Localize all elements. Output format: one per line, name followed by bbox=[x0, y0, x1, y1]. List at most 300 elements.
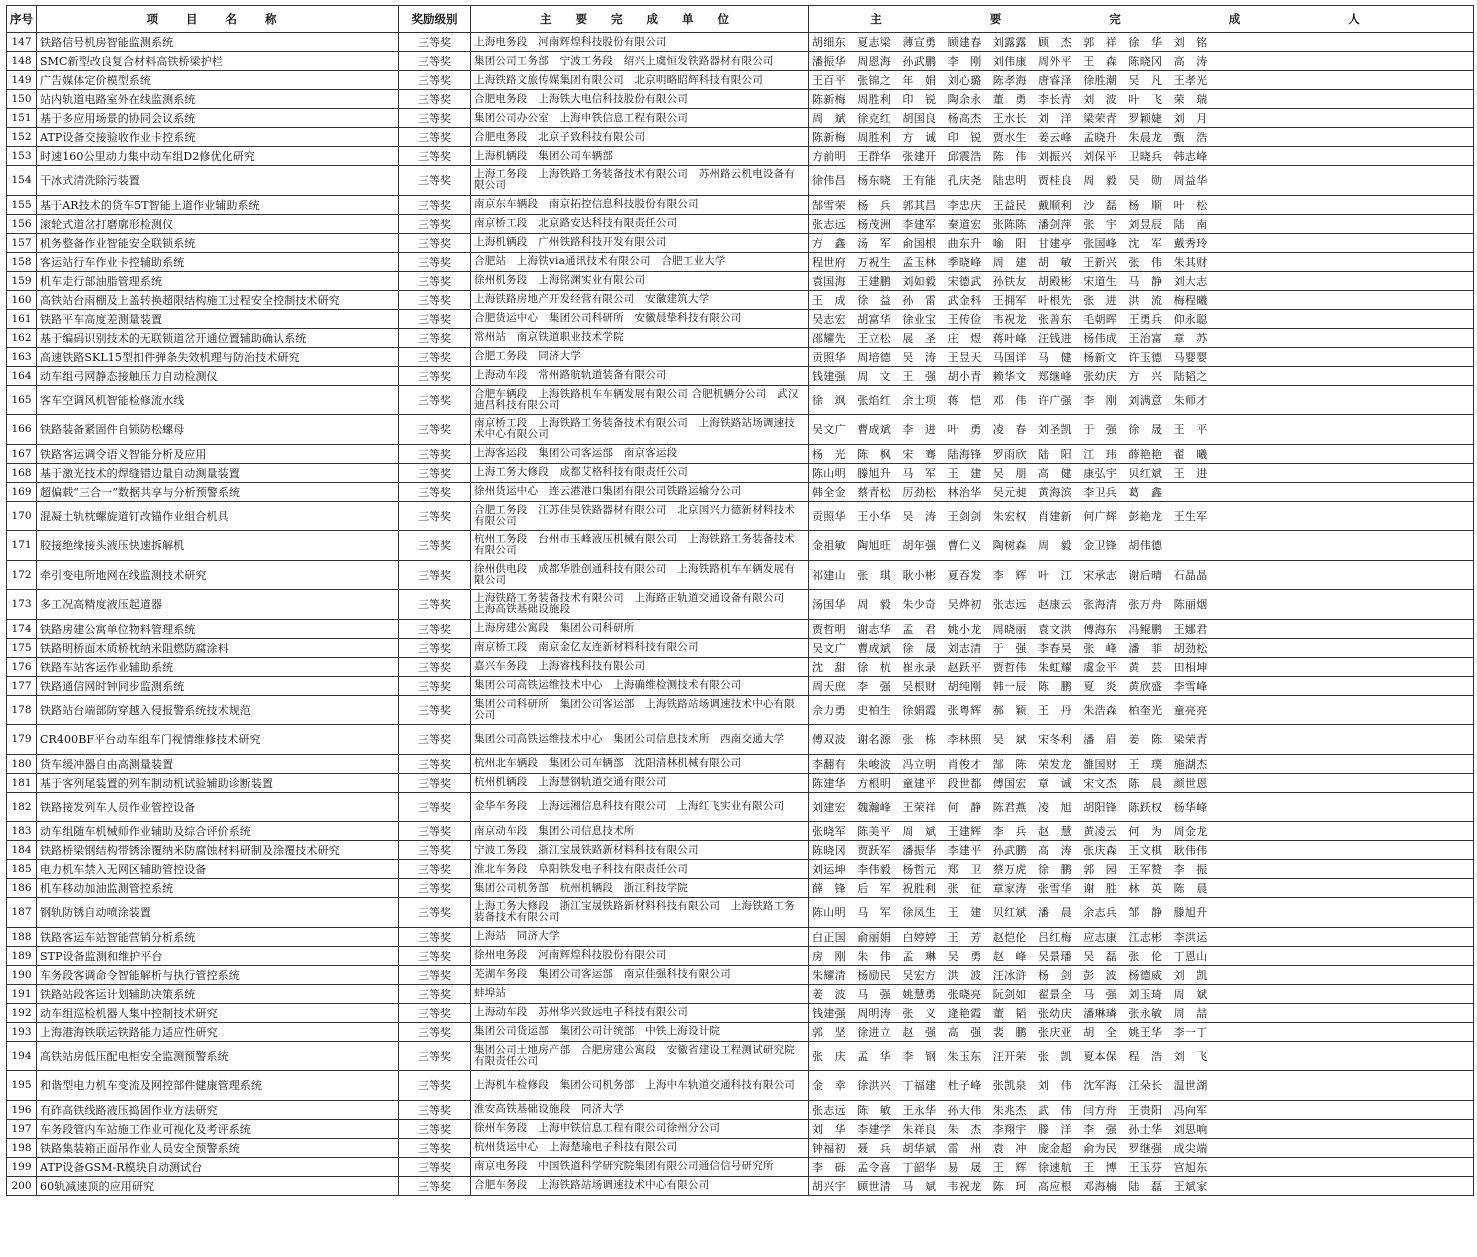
table-row bbox=[7, 965, 1474, 984]
row-main-units: 上海机辆段 广州铁路科技开发有限公司 bbox=[471, 233, 809, 252]
row-main-people: 刘 华 李建学 朱祥良 朱 杰 李翔宇 滕 洋 李 强 孙士华 刘思响 bbox=[809, 1119, 1474, 1138]
table-row bbox=[7, 366, 1474, 385]
row-index: 189 bbox=[7, 946, 37, 965]
table-row bbox=[7, 531, 1474, 561]
row-main-units: 上海电务段 河南辉煌科技股份有限公司 bbox=[471, 33, 809, 52]
table-row bbox=[7, 214, 1474, 233]
row-index: 198 bbox=[7, 1138, 37, 1157]
row-project-name: 超偏载“三合一”数据共享与分析预警系统 bbox=[37, 482, 399, 501]
header-index: 序号 bbox=[7, 6, 37, 33]
row-main-people: 郭 坚 徐进立 赵 强 高 强 裴 鹏 张庆亚 胡 全 姚王华 李一丁 bbox=[809, 1022, 1474, 1041]
row-award-level: 三等奖 bbox=[399, 385, 471, 415]
row-main-people: 吴文广 曹成斌 李 进 叶 勇 凌 春 刘圣凯 于 强 徐 晟 王 平 bbox=[809, 415, 1474, 445]
table-row bbox=[7, 71, 1474, 90]
row-project-name: 和谐型电力机车变流及网控部件健康管理系统 bbox=[37, 1071, 399, 1101]
row-index: 167 bbox=[7, 444, 37, 463]
row-main-units: 上海工务段 上海铁路工务装备技术有限公司 苏州路云机电设备有限公司 bbox=[471, 166, 809, 196]
awards-table bbox=[6, 5, 1474, 1196]
row-award-level: 三等奖 bbox=[399, 792, 471, 822]
row-project-name: 铁路车站客运作业辅助系统 bbox=[37, 657, 399, 676]
row-index: 195 bbox=[7, 1071, 37, 1101]
row-project-name: 铁路客运车站智能营销分析系统 bbox=[37, 927, 399, 946]
row-project-name: 货车缓冲器自由高测量装置 bbox=[37, 754, 399, 773]
row-main-people: 杨 光 陈 枫 宋 骞 陆海锋 罗雨欣 陆 阳 江 玮 薛艳艳 翟 曦 bbox=[809, 444, 1474, 463]
row-index: 152 bbox=[7, 128, 37, 147]
row-index: 171 bbox=[7, 531, 37, 561]
row-award-level: 三等奖 bbox=[399, 271, 471, 290]
table-row bbox=[7, 1100, 1474, 1119]
row-main-people: 王 成 徐 益 孙 雷 武金科 王拥军 叶根先 张 进 洪 流 梅程曦 bbox=[809, 290, 1474, 309]
row-index: 166 bbox=[7, 415, 37, 445]
table-row bbox=[7, 773, 1474, 792]
row-index: 160 bbox=[7, 290, 37, 309]
row-main-units: 上海铁路房地产开发经营有限公司 安徽建筑大学 bbox=[471, 290, 809, 309]
row-award-level: 三等奖 bbox=[399, 860, 471, 879]
row-project-name: 机车移动加油监测管控系统 bbox=[37, 879, 399, 898]
row-main-units: 徐州供电段 成都华胜创通科技有限公司 上海铁路机车车辆发展有限公司 bbox=[471, 560, 809, 590]
row-main-people: 贡照华 王小华 吴 涛 王剑剑 朱宏权 肖建新 何广辉 彭艳龙 王生军 bbox=[809, 501, 1474, 531]
row-index: 197 bbox=[7, 1119, 37, 1138]
row-index: 200 bbox=[7, 1176, 37, 1195]
row-award-level: 三等奖 bbox=[399, 233, 471, 252]
row-main-people: 陈山明 滕旭升 马 军 王 建 吴 朋 高 健 康弘宇 贝红斌 王 进 bbox=[809, 463, 1474, 482]
row-main-people: 方前明 王群华 张建开 邱震浩 陈 伟 刘振兴 刘保平 卫晓兵 韩志峰 bbox=[809, 147, 1474, 166]
table-row bbox=[7, 725, 1474, 755]
table-row bbox=[7, 754, 1474, 773]
row-main-units: 杭州北车辆段 集团公司车辆部 沈阳清林机械有限公司 bbox=[471, 754, 809, 773]
row-project-name: 铁路桥梁钢结构带锈涂覆纳米防腐蚀材料研制及涂覆技术研究 bbox=[37, 841, 399, 860]
row-index: 158 bbox=[7, 252, 37, 271]
row-award-level: 三等奖 bbox=[399, 695, 471, 725]
row-main-units: 徐州货运中心 连云港港口集团有限公司铁路运输分公司 bbox=[471, 482, 809, 501]
table-row bbox=[7, 860, 1474, 879]
row-main-people: 胡细东 夏志梁 薄宣勇 顾建春 刘露露 顾 杰 郭 祥 徐 华 刘 铭 bbox=[809, 33, 1474, 52]
table-row bbox=[7, 347, 1474, 366]
row-project-name: 铁路装备紧固件自锁防松螺母 bbox=[37, 415, 399, 445]
row-project-name: 60轨减速顶的应用研究 bbox=[37, 1176, 399, 1195]
row-index: 174 bbox=[7, 619, 37, 638]
row-main-people: 贾哲明 谢志华 孟 君 姚小龙 周晓丽 袁文洪 傅海东 冯鲲鹏 王娜君 bbox=[809, 619, 1474, 638]
row-project-name: 铁路通信网时钟同步监测系统 bbox=[37, 676, 399, 695]
row-main-units: 金华车务段 上海远湘信息科技有限公司 上海红飞实业有限公司 bbox=[471, 792, 809, 822]
row-main-people: 方 鑫 汤 军 俞国根 曲东升 喻 阳 甘建亭 张国峰 沈 军 戴秀玲 bbox=[809, 233, 1474, 252]
row-main-people: 胡兴宇 顾世清 马 斌 韦祝龙 陈 珂 高应根 邓海楠 陆 磊 王斌家 bbox=[809, 1176, 1474, 1195]
row-index: 168 bbox=[7, 463, 37, 482]
row-index: 148 bbox=[7, 52, 37, 71]
row-main-units: 上海铁路工务装备技术有限公司 上海路正轨道交通设备有限公司 上海高铁基础设施段 bbox=[471, 590, 809, 620]
row-award-level: 三等奖 bbox=[399, 1022, 471, 1041]
row-main-units: 上海铁路文旅传媒集团有限公司 北京明略昭辉科技有限公司 bbox=[471, 71, 809, 90]
row-main-units: 蚌埠站 bbox=[471, 984, 809, 1003]
row-project-name: 高铁站房低压配电柜安全监测预警系统 bbox=[37, 1041, 399, 1071]
row-main-people: 刘建宏 魏瀚峰 王荣祥 何 静 陈君燕 凌 旭 胡阳锋 陈跃权 杨华峰 bbox=[809, 792, 1474, 822]
table-row bbox=[7, 638, 1474, 657]
row-award-level: 三等奖 bbox=[399, 560, 471, 590]
row-project-name: 时速160公里动力集中动车组D2修优化研究 bbox=[37, 147, 399, 166]
row-main-units: 集团公司货运部 集团公司计统部 中铁上海设计院 bbox=[471, 1022, 809, 1041]
row-main-units: 南京动车段 集团公司信息技术所 bbox=[471, 822, 809, 841]
row-award-level: 三等奖 bbox=[399, 1071, 471, 1101]
row-main-people: 汤国华 周 毅 朱少奇 吴烨初 张志远 赵康云 张海清 张万舟 陈丽烟 bbox=[809, 590, 1474, 620]
row-project-name: STP设备监测和维护平台 bbox=[37, 946, 399, 965]
row-index: 154 bbox=[7, 166, 37, 196]
table-row bbox=[7, 879, 1474, 898]
table-row bbox=[7, 33, 1474, 52]
row-award-level: 三等奖 bbox=[399, 1041, 471, 1071]
row-project-name: 铁路接发列车人员作业管控设备 bbox=[37, 792, 399, 822]
row-award-level: 三等奖 bbox=[399, 482, 471, 501]
row-award-level: 三等奖 bbox=[399, 1003, 471, 1022]
row-index: 177 bbox=[7, 676, 37, 695]
row-main-people: 周天庶 李 强 吴根财 胡纯刚 韩一辰 陈 鹏 夏 炎 黄欣盛 李雪峰 bbox=[809, 676, 1474, 695]
row-main-units: 宁波工务段 浙江宝晟铁路新材料科技有限公司 bbox=[471, 841, 809, 860]
row-main-units: 上海房建公寓段 集团公司科研所 bbox=[471, 619, 809, 638]
row-project-name: 铁路站段客运计划辅助决策系统 bbox=[37, 984, 399, 1003]
table-row bbox=[7, 1157, 1474, 1176]
header-award-level: 奖励级别 bbox=[399, 6, 471, 33]
row-index: 182 bbox=[7, 792, 37, 822]
row-award-level: 三等奖 bbox=[399, 927, 471, 946]
row-project-name: 高铁站台雨棚及上盖转换超限结构施工过程安全控制技术研究 bbox=[37, 290, 399, 309]
row-project-name: 动车组巡检机器人集中控制技术研究 bbox=[37, 1003, 399, 1022]
row-project-name: 车务段管内车站施工作业可视化及考评系统 bbox=[37, 1119, 399, 1138]
row-main-people: 张 庆 孟 华 李 钢 朱玉东 汪开荣 张 凯 夏本保 程 浩 刘 飞 bbox=[809, 1041, 1474, 1071]
table-row bbox=[7, 1022, 1474, 1041]
row-award-level: 三等奖 bbox=[399, 501, 471, 531]
row-main-people: 袁国海 王建鹏 刘如毅 宋德武 孙铁友 胡殿彬 宋道生 马 静 刘大志 bbox=[809, 271, 1474, 290]
row-award-level: 三等奖 bbox=[399, 619, 471, 638]
row-main-people: 佘力勇 史柏生 徐娟霞 张粤辉 郝 颖 王 丹 朱浩森 柏奎光 童亮亮 bbox=[809, 695, 1474, 725]
table-row bbox=[7, 1041, 1474, 1071]
row-award-level: 三等奖 bbox=[399, 214, 471, 233]
row-main-units: 杭州货运中心 上海楚瑜电子科技有限公司 bbox=[471, 1138, 809, 1157]
row-project-name: SMC新型改良复合材料高铁桥梁护栏 bbox=[37, 52, 399, 71]
table-row bbox=[7, 290, 1474, 309]
row-main-units: 合肥站 上海铁via通讯技术有限公司 合肥工业大学 bbox=[471, 252, 809, 271]
header-project-name: 项 目 名 称 bbox=[37, 6, 399, 33]
table-row bbox=[7, 415, 1474, 445]
row-main-people: 陈晓冈 贾跃军 潘振华 李建平 孙武鹏 高 涛 张庆森 王文棋 耿伟伟 bbox=[809, 841, 1474, 860]
row-main-people: 祁建山 张 琪 耿小彬 夏吞发 李 辉 叶 江 宋承志 谢后晴 石晶晶 bbox=[809, 560, 1474, 590]
row-main-units: 集团公司工务部 宁波工务段 绍兴上虞恒发铁路器材有限公司 bbox=[471, 52, 809, 71]
row-main-people: 潘振华 周恩海 孙武鹏 李 刚 刘伟康 周外平 王 森 陈晓冈 高 涛 bbox=[809, 52, 1474, 71]
awards-table-sheet bbox=[6, 5, 1474, 1196]
row-main-people: 张志远 杨茂洲 李建军 秦道宏 张陈陈 潘剑萍 张 宇 刘昱辰 陆 南 bbox=[809, 214, 1474, 233]
row-main-people: 朱耀清 杨励民 吴宏方 洪 波 汪冰浒 杨 剑 彭 波 杨德威 刘 凯 bbox=[809, 965, 1474, 984]
row-main-units: 芜湖车务段 集团公司客运部 南京佳强科技有限公司 bbox=[471, 965, 809, 984]
row-main-units: 徐州电务段 河南辉煌科技股份有限公司 bbox=[471, 946, 809, 965]
row-index: 191 bbox=[7, 984, 37, 1003]
row-main-people: 李翻有 朱峻波 冯立明 肖俊才 郜 陈 荣发龙 雒国财 王 璞 施湖杰 bbox=[809, 754, 1474, 773]
row-index: 169 bbox=[7, 482, 37, 501]
table-row bbox=[7, 385, 1474, 415]
row-index: 172 bbox=[7, 560, 37, 590]
row-main-people: 张晓军 陈美平 周 斌 王建辉 李 兵 赵 慧 黄凌云 何 为 周金龙 bbox=[809, 822, 1474, 841]
table-row bbox=[7, 501, 1474, 531]
table-row bbox=[7, 1119, 1474, 1138]
row-index: 164 bbox=[7, 366, 37, 385]
row-index: 161 bbox=[7, 309, 37, 328]
row-index: 193 bbox=[7, 1022, 37, 1041]
row-award-level: 三等奖 bbox=[399, 309, 471, 328]
row-award-level: 三等奖 bbox=[399, 128, 471, 147]
row-project-name: 铁路房建公寓单位物料管理系统 bbox=[37, 619, 399, 638]
row-award-level: 三等奖 bbox=[399, 252, 471, 271]
row-main-people: 薛 锋 后 军 祝胜利 张 征 章家涛 张雪华 谢 胜 林 英 陈 晨 bbox=[809, 879, 1474, 898]
table-row bbox=[7, 560, 1474, 590]
row-main-units: 南京电务段 中国铁道科学研究院集团有限公司通信信号研究所 bbox=[471, 1157, 809, 1176]
row-award-level: 三等奖 bbox=[399, 1100, 471, 1119]
row-award-level: 三等奖 bbox=[399, 531, 471, 561]
row-project-name: CR400BF平台动车组车门视情维修技术研究 bbox=[37, 725, 399, 755]
row-index: 153 bbox=[7, 147, 37, 166]
row-award-level: 三等奖 bbox=[399, 773, 471, 792]
row-index: 181 bbox=[7, 773, 37, 792]
header-main-units: 主 要 完 成 单 位 bbox=[471, 6, 809, 33]
table-row bbox=[7, 590, 1474, 620]
row-main-people: 傅双波 谢名源 张 栋 李林照 吴 斌 宋冬利 潘 眉 姜 陈 梁荣青 bbox=[809, 725, 1474, 755]
row-main-people: 刘运坤 李伟毅 杨哲元 郑 卫 蔡万虎 徐 鹏 郭 园 王军赞 李 振 bbox=[809, 860, 1474, 879]
row-main-units: 上海机辆段 集团公司车辆部 bbox=[471, 147, 809, 166]
row-main-people: 陈山明 马 军 徐凤生 王 建 贝红斌 潘 晨 余志兵 邹 静 滕旭升 bbox=[809, 898, 1474, 928]
table-row bbox=[7, 657, 1474, 676]
row-project-name: 基于激光技术的焊缝错边量自动测量装置 bbox=[37, 463, 399, 482]
table-row bbox=[7, 927, 1474, 946]
table-row bbox=[7, 128, 1474, 147]
row-main-units: 徐州机务段 上海铭渊实业有限公司 bbox=[471, 271, 809, 290]
row-project-name: 有砟高铁线路液压捣固作业方法研究 bbox=[37, 1100, 399, 1119]
row-project-name: ATP设备GSM-R模块自动测试台 bbox=[37, 1157, 399, 1176]
table-row bbox=[7, 1176, 1474, 1195]
row-index: 183 bbox=[7, 822, 37, 841]
row-award-level: 三等奖 bbox=[399, 109, 471, 128]
row-main-people: 白正国 俞丽娟 白婷婷 王 芳 赵恺伦 吕红梅 应志康 江志彬 李洪运 bbox=[809, 927, 1474, 946]
table-row bbox=[7, 252, 1474, 271]
table-row bbox=[7, 166, 1474, 196]
row-award-level: 三等奖 bbox=[399, 166, 471, 196]
table-row bbox=[7, 482, 1474, 501]
table-row bbox=[7, 676, 1474, 695]
row-project-name: 基于AR技术的货车5T智能上道作业辅助系统 bbox=[37, 195, 399, 214]
row-main-units: 南京东车辆段 南京拓控信息科技股份有限公司 bbox=[471, 195, 809, 214]
row-main-units: 集团公司办公室 上海申铁信息工程有限公司 bbox=[471, 109, 809, 128]
row-index: 157 bbox=[7, 233, 37, 252]
row-project-name: 上海港海铁联运铁路能力适应性研究 bbox=[37, 1022, 399, 1041]
row-award-level: 三等奖 bbox=[399, 879, 471, 898]
row-index: 178 bbox=[7, 695, 37, 725]
row-index: 190 bbox=[7, 965, 37, 984]
row-index: 188 bbox=[7, 927, 37, 946]
table-row bbox=[7, 328, 1474, 347]
table-row bbox=[7, 619, 1474, 638]
row-main-units: 淮安高铁基础设施段 同济大学 bbox=[471, 1100, 809, 1119]
table-row bbox=[7, 792, 1474, 822]
row-main-units: 上海机车检修段 集团公司机务部 上海中车轨道交通科技有限公司 bbox=[471, 1071, 809, 1101]
row-main-units: 杭州工务段 台州市玉峰液压机械有限公司 上海铁路工务装备技术有限公司 bbox=[471, 531, 809, 561]
row-main-people: 吴文广 曹成斌 徐 晟 刘志清 于 强 李春昊 张 峰 潘 菲 胡劲松 bbox=[809, 638, 1474, 657]
row-project-name: 铁路明桥面木质桥枕纳米阻燃防腐涂料 bbox=[37, 638, 399, 657]
row-project-name: 滚轮式道岔打磨廓形检测仪 bbox=[37, 214, 399, 233]
row-main-people: 张志远 陈 敏 王永华 孙大伟 朱兆杰 武 伟 闫方舟 王贵阳 冯向军 bbox=[809, 1100, 1474, 1119]
row-main-units: 杭州机辆段 上海慧钢轨道交通有限公司 bbox=[471, 773, 809, 792]
table-row bbox=[7, 1138, 1474, 1157]
row-project-name: 车务段客调命令智能解析与执行管控系统 bbox=[37, 965, 399, 984]
row-main-people: 徐伟昌 杨东晓 王有能 孔庆尧 陆忠明 贾桂良 周 毅 吴 勋 周益华 bbox=[809, 166, 1474, 196]
row-main-units: 上海动车段 常州路航轨道装备有限公司 bbox=[471, 366, 809, 385]
row-project-name: 干冰式清洗除污装置 bbox=[37, 166, 399, 196]
row-award-level: 三等奖 bbox=[399, 841, 471, 860]
row-main-units: 上海工务大修段 成都艾格科技有限责任公司 bbox=[471, 463, 809, 482]
row-project-name: 基于客列尾装置的列车制动机试验辅助诊断装置 bbox=[37, 773, 399, 792]
row-award-level: 三等奖 bbox=[399, 1176, 471, 1195]
row-award-level: 三等奖 bbox=[399, 195, 471, 214]
row-award-level: 三等奖 bbox=[399, 965, 471, 984]
row-main-people: 陈建华 方根明 童建平 段世都 傅国宏 章 诚 宋文杰 陈 晨 颜世恩 bbox=[809, 773, 1474, 792]
table-row bbox=[7, 984, 1474, 1003]
row-award-level: 三等奖 bbox=[399, 754, 471, 773]
row-project-name: 铁路站台端部防穿越入侵报警系统技术规范 bbox=[37, 695, 399, 725]
row-main-units: 合肥工务段 江苏佳昊铁路器材有限公司 北京国兴力德新材料技术有限公司 bbox=[471, 501, 809, 531]
row-main-units: 合肥电务段 上海铁大电信科技股份有限公司 bbox=[471, 90, 809, 109]
row-main-people: 吴志宏 胡富华 徐业宝 王传俭 韦祝龙 张善东 毛朝晖 王勇兵 仰永聪 bbox=[809, 309, 1474, 328]
row-main-units: 南京桥工段 上海铁路工务装备技术有限公司 上海铁路站场调速技术中心有限公司 bbox=[471, 415, 809, 445]
row-project-name: 动车组弓网静态接触压力自动检测仪 bbox=[37, 366, 399, 385]
row-index: 173 bbox=[7, 590, 37, 620]
row-project-name: 广告媒体定价模型系统 bbox=[37, 71, 399, 90]
row-project-name: 牵引变电所地网在线监测技术研究 bbox=[37, 560, 399, 590]
row-project-name: ATP设备交接验收作业卡控系统 bbox=[37, 128, 399, 147]
row-award-level: 三等奖 bbox=[399, 590, 471, 620]
row-main-people: 钟福初 聂 兵 胡华斌 雷 州 袁 冲 庞金超 俞为民 罗继强 成尖端 bbox=[809, 1138, 1474, 1157]
row-main-people: 徐 飒 张焰红 余士项 蒋 恺 邓 伟 许广强 李 刚 刘满意 朱师才 bbox=[809, 385, 1474, 415]
row-main-people: 钱建强 周明涛 张 义 逄艳霞 董 韬 张幼庆 潘琳璘 张永敏 周 喆 bbox=[809, 1003, 1474, 1022]
row-main-units: 南京桥工段 北京路安达科技有限责任公司 bbox=[471, 214, 809, 233]
row-award-level: 三等奖 bbox=[399, 676, 471, 695]
table-row bbox=[7, 271, 1474, 290]
row-award-level: 三等奖 bbox=[399, 1138, 471, 1157]
row-project-name: 铁路信号机房智能监测系统 bbox=[37, 33, 399, 52]
row-project-name: 动车组随车机械师作业辅助及综合评价系统 bbox=[37, 822, 399, 841]
row-main-people: 郜雪荣 杨 兵 郭其昌 李忠庆 王益民 戴顺利 沙 磊 杨 顺 叶 松 bbox=[809, 195, 1474, 214]
row-award-level: 三等奖 bbox=[399, 946, 471, 965]
row-project-name: 基于编码识别技术的无联锁道岔开通位置辅助确认系统 bbox=[37, 328, 399, 347]
row-award-level: 三等奖 bbox=[399, 415, 471, 445]
row-main-units: 上海工务大修段 浙江宝晟铁路新材料科技有限公司 上海铁路工务装备技术有限公司 bbox=[471, 898, 809, 928]
table-row bbox=[7, 109, 1474, 128]
row-award-level: 三等奖 bbox=[399, 638, 471, 657]
row-award-level: 三等奖 bbox=[399, 366, 471, 385]
row-main-units: 常州站 南京铁道职业技术学院 bbox=[471, 328, 809, 347]
row-award-level: 三等奖 bbox=[399, 725, 471, 755]
row-project-name: 机车走行部油脂管理系统 bbox=[37, 271, 399, 290]
table-row bbox=[7, 52, 1474, 71]
row-award-level: 三等奖 bbox=[399, 71, 471, 90]
row-main-units: 合肥货运中心 集团公司科研所 安徽晨挚科技有限公司 bbox=[471, 309, 809, 328]
table-row bbox=[7, 309, 1474, 328]
row-project-name: 钢轨防锈自动喷涂装置 bbox=[37, 898, 399, 928]
row-award-level: 三等奖 bbox=[399, 822, 471, 841]
row-project-name: 铁路平车高度差测量装置 bbox=[37, 309, 399, 328]
row-award-level: 三等奖 bbox=[399, 1157, 471, 1176]
row-index: 162 bbox=[7, 328, 37, 347]
row-main-people: 金 幸 徐洪兴 丁福建 杜子峰 张凯泉 刘 伟 沈军海 江朵长 温世湖 bbox=[809, 1071, 1474, 1101]
row-index: 180 bbox=[7, 754, 37, 773]
row-index: 159 bbox=[7, 271, 37, 290]
row-index: 150 bbox=[7, 90, 37, 109]
row-main-people: 王百平 张锦之 年 娟 刘心璐 陈孝海 唐睿泽 徐胜潮 吴 凡 王孝光 bbox=[809, 71, 1474, 90]
table-header bbox=[7, 6, 1474, 33]
row-project-name: 基于多应用场景的协同会议系统 bbox=[37, 109, 399, 128]
row-main-people: 金祖敏 陶旭旺 胡年强 曹仁义 陶树森 周 毅 金卫锋 胡伟德 bbox=[809, 531, 1474, 561]
table-row bbox=[7, 463, 1474, 482]
row-index: 149 bbox=[7, 71, 37, 90]
row-project-name: 高速铁路SKL15型扣件弹条失效机理与防治技术研究 bbox=[37, 347, 399, 366]
row-award-level: 三等奖 bbox=[399, 290, 471, 309]
row-main-units: 上海动车段 苏州华兴致远电子科技有限公司 bbox=[471, 1003, 809, 1022]
row-main-units: 集团公司高铁运维技术中心 集团公司信息技术所 西南交通大学 bbox=[471, 725, 809, 755]
row-main-people: 钱建强 周 文 王 强 胡小青 赖华文 郑继峰 张幼庆 方 兴 陆韬之 bbox=[809, 366, 1474, 385]
row-main-people: 程世府 万祝生 孟玉林 季晓峰 周 建 胡 敏 王新兴 张 伟 朱其财 bbox=[809, 252, 1474, 271]
row-project-name: 混凝土轨枕螺旋道钉改锚作业组合机具 bbox=[37, 501, 399, 531]
row-index: 163 bbox=[7, 347, 37, 366]
row-index: 156 bbox=[7, 214, 37, 233]
row-award-level: 三等奖 bbox=[399, 898, 471, 928]
row-index: 199 bbox=[7, 1157, 37, 1176]
row-main-units: 淮北车务段 阜阳铁发电子科技有限责任公司 bbox=[471, 860, 809, 879]
row-project-name: 客运站行车作业卡控辅助系统 bbox=[37, 252, 399, 271]
row-award-level: 三等奖 bbox=[399, 984, 471, 1003]
row-index: 175 bbox=[7, 638, 37, 657]
row-main-units: 合肥工务段 同济大学 bbox=[471, 347, 809, 366]
row-index: 176 bbox=[7, 657, 37, 676]
row-award-level: 三等奖 bbox=[399, 33, 471, 52]
row-main-units: 合肥车务段 上海铁路站场调速技术中心有限公司 bbox=[471, 1176, 809, 1195]
row-main-units: 合肥车辆段 上海铁路机车车辆发展有限公司 合肥机辆分公司 武汉迪昌科技有限公司 bbox=[471, 385, 809, 415]
row-main-people: 李 砾 孟令喜 丁韶华 易 晟 王 辉 徐速航 王 博 王玉芬 宫旭东 bbox=[809, 1157, 1474, 1176]
row-index: 186 bbox=[7, 879, 37, 898]
row-project-name: 站内轨道电路室外在线监测系统 bbox=[37, 90, 399, 109]
row-index: 165 bbox=[7, 385, 37, 415]
row-project-name: 电力机车禁入无网区辅助管控设备 bbox=[37, 860, 399, 879]
row-main-people: 韩全金 蔡青松 厉劲松 林治华 吴元昶 黄海滨 李卫兵 葛 鑫 bbox=[809, 482, 1474, 501]
row-index: 196 bbox=[7, 1100, 37, 1119]
row-project-name: 胶接绝缘接头液压快速拆解机 bbox=[37, 531, 399, 561]
table-body bbox=[7, 33, 1474, 1196]
row-award-level: 三等奖 bbox=[399, 328, 471, 347]
row-main-units: 集团公司科研所 集团公司客运部 上海铁路站场调速技术中心有限公司 bbox=[471, 695, 809, 725]
row-main-people: 周 斌 徐克红 胡国良 杨高杰 王水长 刘 洋 梁荣青 罗颖婕 刘 月 bbox=[809, 109, 1474, 128]
row-project-name: 多工况高精度液压起道器 bbox=[37, 590, 399, 620]
table-row bbox=[7, 147, 1474, 166]
row-main-people: 姜 波 马 强 姚慧勇 张晓亮 阮剑如 翟景全 马 强 刘玉琦 周 斌 bbox=[809, 984, 1474, 1003]
table-row bbox=[7, 1071, 1474, 1101]
row-index: 155 bbox=[7, 195, 37, 214]
row-award-level: 三等奖 bbox=[399, 1119, 471, 1138]
row-index: 147 bbox=[7, 33, 37, 52]
row-award-level: 三等奖 bbox=[399, 347, 471, 366]
row-main-people: 陈新梅 周胜利 方 诚 印 锐 贾水生 姜云峰 孟晓升 朱晨龙 甄 浩 bbox=[809, 128, 1474, 147]
row-main-units: 徐州车务段 上海申铁信息工程有限公司徐州分公司 bbox=[471, 1119, 809, 1138]
row-main-units: 上海客运段 集团公司客运部 南京客运段 bbox=[471, 444, 809, 463]
row-project-name: 客车空调风机智能检修流水线 bbox=[37, 385, 399, 415]
table-row bbox=[7, 898, 1474, 928]
row-award-level: 三等奖 bbox=[399, 90, 471, 109]
row-main-people: 贡照华 周培德 吴 涛 王昱天 马国详 马 健 杨新文 许玉德 马婴婴 bbox=[809, 347, 1474, 366]
row-award-level: 三等奖 bbox=[399, 463, 471, 482]
row-main-units: 合肥电务段 北京子致科技有限公司 bbox=[471, 128, 809, 147]
row-main-units: 上海站 同济大学 bbox=[471, 927, 809, 946]
row-main-units: 集团公司土地房产部 合肥房建公寓段 安徽省建设工程测试研究院有限责任公司 bbox=[471, 1041, 809, 1071]
